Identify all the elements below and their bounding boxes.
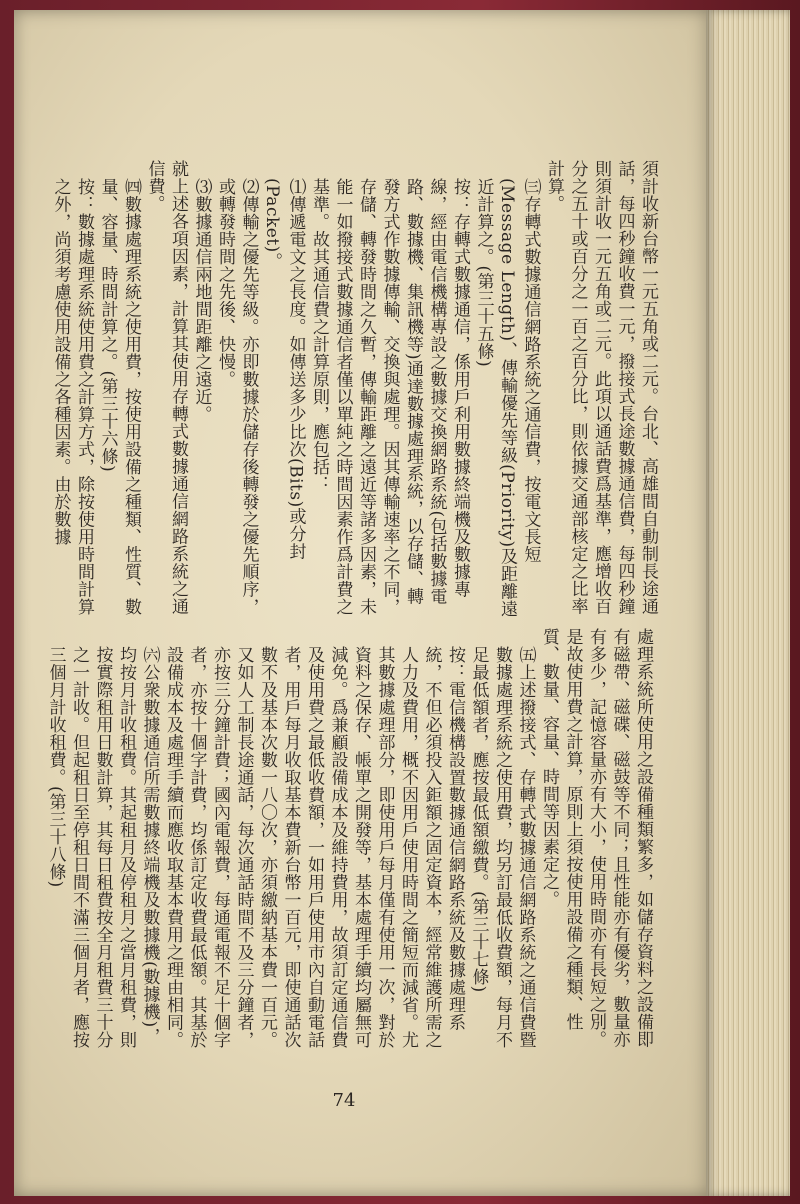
paragraph: ㈢存轉式數據通信網路系統之通信費，按電文長短(Message Length)、傳輸優先等級(Priority)及距離遠近計算之。(第三十五條): [473, 177, 541, 618]
paragraph: 處理系統所使用之設備種類繁多，如儲存資料之設備即有磁帶、磁碟、磁鼓等不同；且性能亦有優劣，數量亦有多少，記憶容量亦有大小，使用時間亦有長短之別。是故使用費之計算，原則上須按使用設備之種類、性質、數量、容量、時間等因素定之。: [539, 628, 653, 1048]
paragraph: 就上述各項因素，計算其使用存轉式數據通信網路系統之通信費。: [144, 160, 188, 615]
page-number: 74: [332, 1090, 356, 1111]
paragraph: ㈥公衆數據通信所需數據終端機及數據機(數據機)，均按月計收租費。其起租月及停租月之當月租費，則按實際租用日數計算，其每日租費按全月租費三十分之一計收。但起租日至停租日間不滿三個月者，應按三個月計收租費。(第三十八條): [45, 645, 160, 1049]
paragraph: ⑶數據通信兩地間距離之遠近。: [191, 177, 212, 423]
paragraph: ㈤上述撥接式、存轉式數據通信網路系統之通信費暨數據處理系統之使用費，均另訂最低收費額，每月不足最低額者，應按最低額繳費。(第三十七條): [468, 645, 536, 1049]
paragraph: 按：電信機構設置數據通信網路系統及數據處理系統，不但必須投入鉅額之固定資本，經常維護所需之人力及費用，概不因用戶使用時間之簡短而減省。尤其數據處理部分，即使用戶每月僅有使用一次，對於資料之保存、帳單之開發等，基本處理手續均屬無可減免。爲兼顧設備成本及維持費用，故須訂定通信費及使用費之最低收費額，一如用戶使用市內自動電話者，用戶每月收取基本費新台幣一百元，即使通話次數不及基本次數一八〇次，亦須繳納基本費一百元。又如人工制長途通話，每次通話時間不及三分鐘者，亦按三分鐘計費；國內電報費，每通電報不足十個字者，亦按十個字計費，均係訂定收費最低額。其基於設備成本及處理手續而應收取基本費用之理由相同。: [163, 645, 465, 1049]
paragraph: 按：存轉式數據通信，係用戶利用數據終端機及數據專線，經由電信機構專設之數據交換網路系統(包括數據電路、數據機、集訊機等)通達數據處理系統，以存儲、轉發方式作數據傳輸、交換與處理。因其傳輸速率之不同，存儲、轉發時間之久暫，傳輸距離之遠近等諸多因素，未能一如撥接式數據通信者僅以單純之時間因素作爲計費之基準。故其通信費之計算原則，應包括：: [309, 177, 470, 616]
paragraph: 須計收新台幣一元五角或二元。台北、高雄間自動制長途通話，每四秒鐘收費一元，撥接式長途數據通信費，每四秒鐘則須計收一元五角或二元。此項以通話費爲基準，應增收百分之五十或百分之一百之百分比，則依據交通部核定之比率計算。: [544, 160, 658, 615]
paragraph: ㈣數據處理系統之使用費，按使用設備之種類、性質、數量、容量、時間計算之。(第三十六條): [97, 177, 141, 616]
paragraph: ⑵傳輸之優先等級。亦即數據於儲存後轉發之優先順序，或轉發時間之先後、快慢。: [215, 177, 259, 616]
lower-text-block: [45, 628, 654, 1058]
page-edges: [706, 10, 790, 1196]
book-page: [14, 10, 714, 1196]
paragraph: ⑴傳遞電文之長度。如傳送多少比次(Bits)或分封(Packet)。: [262, 177, 306, 561]
upper-text-block: [50, 160, 659, 620]
paragraph: 按：數據處理系統使用費之計算方式，除按使用時間計算之外，尚須考慮使用設備之各種因素。由於數據: [50, 177, 94, 616]
